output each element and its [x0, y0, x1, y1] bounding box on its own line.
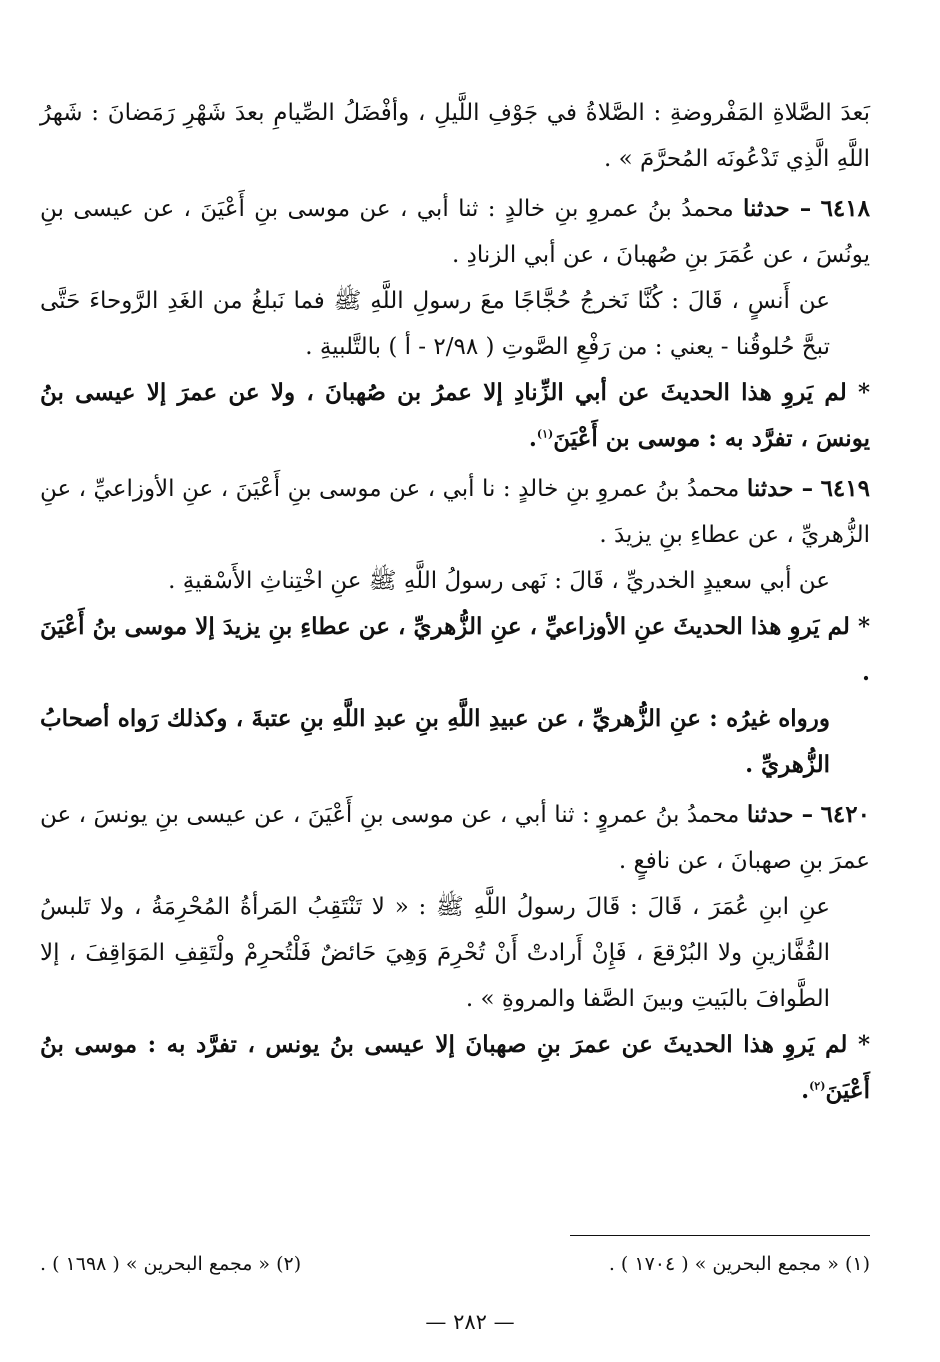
hadith-chain: محمدُ بنُ عمروِ بنِ خالدٍ : ثنا أبي ، عن موسى بنِ أَعْيَنَ ، عن عيسى بنِ يونُسَ ، عن عُمَرَ بنِ صُهبانَ ، عن أبي الزنادِ .: [40, 196, 870, 268]
footnote-divider: [570, 1235, 870, 1236]
page-body: [40, 90, 870, 1114]
hadith-6418: ٦٤١٨ – حدثنا محمدُ بنُ عمروِ بنِ خالدٍ : ثنا أبي ، عن موسى بنِ أَعْيَنَ ، عن عيسى بنِ يونُسَ ، عن عُمَرَ بنِ صُهبانَ ، عن أبي الزنادِ .: [40, 195, 870, 268]
commentary: * لم يَروِ هذا الحديثَ عنِ الأوزاعيِّ ، عنِ الزُّهريِّ ، عن عطاءِ بنِ يزيدَ إلا موسى بنُ أَعْيَنَ .: [40, 613, 870, 686]
page-number: — ٢٨٢ —: [425, 1310, 515, 1334]
hadith-chain: محمدُ بنُ عمروٍ : ثنا أبي ، عن موسى بنِ أَعْيَنَ ، عن عيسى بنِ يونسَ ، عن عمرَ بنِ صهبانَ ، عن نافعٍ .: [40, 802, 870, 874]
hadith-6419: ٦٤١٩ – حدثنا محمدُ بنُ عمروِ بنِ خالدٍ : نا أبي ، عن موسى بنِ أَعْيَنَ ، عنِ الأوزاعيِّ ، عنِ الزُّهريِّ ، عن عطاءِ بنِ يزيدَ .: [40, 475, 870, 548]
hadith-text: عن أبي سعيدٍ الخدريِّ ، قَالَ : نَهى رسولُ اللَّهِ ﷺ عنِ اخْتِناثِ الأَسْقيةِ .: [168, 568, 830, 594]
hadith-chain: محمدُ بنُ عمروِ بنِ خالدٍ : نا أبي ، عن موسى بنِ أَعْيَنَ ، عنِ الأوزاعيِّ ، عنِ الزُّهريِّ ، عن عطاءِ بنِ يزيدَ .: [40, 476, 870, 548]
hadith-number: ٦٤١٩: [820, 475, 870, 502]
hadith-text: عنِ ابنِ عُمَرَ ، قَالَ : قَالَ رسولُ اللَّهِ ﷺ : « لا تَنْتَقِبُ المَرأةُ المُحْرِمَةُ ، ولا تَلبسُ القُفَّازينِ ولا البُرْقعَ ، فَإِنْ أَرادتْ أَنْ تُحْرِمَ وَهِيَ حَائضٌ فَلْتُحرِمْ ولْتَقِفِ المَوَاقِفَ ، إلا الطَّوافَ بالبَيتِ وبينَ الصَّفا والمروةِ » .: [40, 894, 830, 1012]
footnotes: [40, 1244, 870, 1284]
hadith-lead: حدثنا: [746, 475, 794, 502]
hadith-6420: ٦٤٢٠ – حدثنا محمدُ بنُ عمروٍ : ثنا أبي ، عن موسى بنِ أَعْيَنَ ، عن عيسى بنِ يونسَ ، عن عمرَ بنِ صهبانَ ، عن نافعٍ .: [40, 801, 870, 874]
commentary: * لم يَروِ هذا الحديثَ عن عمرَ بنِ صهبانَ إلا عيسى بنُ يونس ، تفرَّد به : موسى بنُ أَعْيَنَ$^{(٢)}$.: [40, 1031, 870, 1104]
hadith-lead: حدثنا: [743, 195, 790, 222]
footnote-ref-1: (١): [536, 427, 554, 441]
commentary: * لم يَروِ هذا الحديثَ عن أبي الزِّنادِ إلا عمرُ بن صُهبانَ ، ولا عن عمرَ إلا عيسى بنُ يونسَ ، تفرَّد به : موسى بن أَعْيَنَ$^{(١)}$.: [40, 379, 870, 452]
commentary: ورواه غيرُه : عنِ الزُّهريِّ ، عن عبيدِ اللَّهِ بنِ عبدِ اللَّهِ بنِ عتبةَ ، وكذلك رَواه أصحابُ الزُّهريِّ .: [40, 705, 830, 778]
hadith-number: ٦٤٢٠: [820, 801, 870, 828]
hadith-lead: حدثنا: [746, 801, 794, 828]
footnote-ref-2: (٢): [809, 1079, 826, 1093]
hadith-text: عن أَنسٍ ، قَالَ : كُنَّا نَخرجُ حُجَّاجًا معَ رسولِ اللَّهِ ﷺ فما نَبلغُ من الغَدِ الرَّوحاءَ حَتَّى تبحَّ حُلوقُنا - يعني : من رَفْعِ الصَّوتِ ( ٢/٩٨ - أ ) بالتَّلبيةِ .: [40, 288, 830, 360]
footnote-2: (٢) « مجمع البحرين » ( ١٦٩٨ ) .: [40, 1253, 302, 1275]
paragraph-continuation: بَعدَ الصَّلاةِ المَفْروضةِ : الصَّلاةُ في جَوْفِ اللَّيلِ ، وأفْضَلُ الصِّيامِ بعدَ شَهْرِ رَمَضانَ : شَهرُ اللَّهِ الَّذِي تَدْعُونَه المُحرَّمَ » .: [40, 100, 870, 172]
footnote-1: (١) « مجمع البحرين » ( ١٧٠٤ ) .: [608, 1253, 870, 1275]
hadith-number: ٦٤١٨: [820, 195, 870, 222]
